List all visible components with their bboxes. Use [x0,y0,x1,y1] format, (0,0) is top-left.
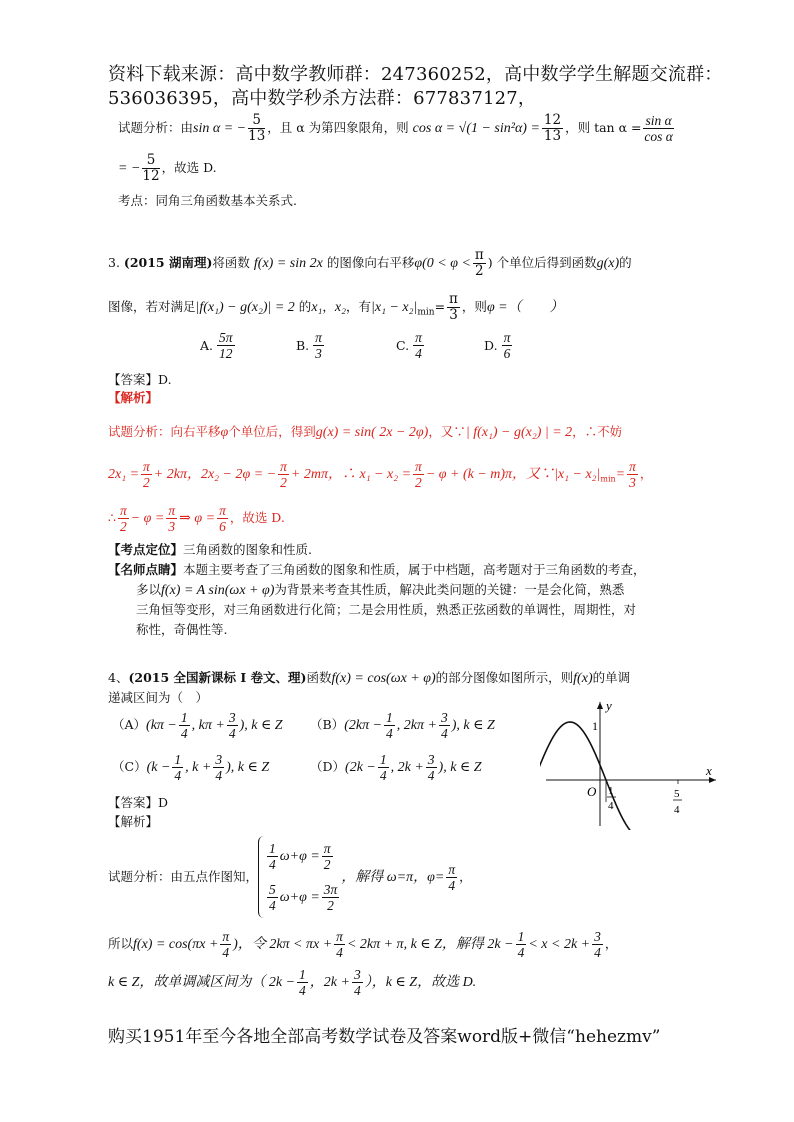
q3-dianjing-2: 多以f(x) = A sin(ωx + φ)为背景来考查其性质，解决此类问题的关键：一是会化简，熟悉 [136,582,625,598]
header-line-2: 536036395，高中数学秒杀方法群：677837127， [108,88,537,109]
q3-option-d[interactable]: D. $\frac{\pi}{6}$ [484,330,511,361]
x-label: x [706,763,712,778]
q3-red-line-3: ∴ $\frac{\pi}{2}$ − φ = $\frac{\pi}{3}$ ⇒ φ = $\frac{\pi}{6}$ ，故选 D. [108,503,285,534]
q2-analysis-line: 试题分析：由sin α = − $\frac{5}{13}$ ，且 α 为第四象限角，则 cos α = √(1 − sin²α) = $\frac{12}{13}$ ，则 tan α = $\frac{\text{sin α}}{\text{cos α}}$ [118,112,673,144]
q3-stem-line-1: 3. (2015 湖南理)将函数 f(x) = sin 2x 的图像向右平移φ(0 < φ < $\frac{\pi}{2}$ ) 个单位后得到函数g(x)的 [108,247,632,279]
q4-stem-line-2: 递减区间为（ ） [108,690,209,705]
footer-ad: 购买1951年至今各地全部高考数学试卷及答案word版+微信“hehezmv” [108,1027,661,1047]
q3-jiexi: 【解析】 [108,390,159,405]
q4-option-a[interactable]: （A）(kπ − $\frac{1}{4}$ , kπ + $\frac{3}{4}$ ), k ∈ Z [112,710,283,741]
q4-stem-line-1: 4、(2015 全国新课标 I 卷文、理)函数f(x) = cos(ωx + φ)的部分图像如图所示，则f(x)的单调 [108,670,631,686]
q2-frac-5: 5 [248,113,265,129]
q4-option-c[interactable]: （C）(k − $\frac{1}{4}$ , k + $\frac{3}{4}$ ), k ∈ Z [112,752,270,783]
one-label: 1 [592,719,598,733]
q2-result-line: = − $\frac{5}{12}$ ，故选 D. [118,152,217,184]
q3-answer: 【答案】D. [108,372,172,387]
q2-frac-13: 13 [248,128,266,144]
y-axis-arrow [597,702,603,709]
y-label: y [606,698,612,713]
q3-dianjing-1: 【名师点睛】本题主要考查了三角函数的图象和性质，属于中档题，高考题对于三角函数的考查， [108,562,646,577]
header-line-1: 资料下载来源：高中数学教师群：247360252，高中数学学生解题交流群： [108,64,723,85]
q4-option-d[interactable]: （D）(2k − $\frac{1}{4}$ , 2k + $\frac{3}{4}$ ), k ∈ Z [310,752,482,783]
q3-dianjing-4: 称性，奇偶性等. [136,622,228,637]
q3-option-c[interactable]: C. $\frac{\pi}{4}$ [396,330,422,361]
t1-den: 4 [608,800,614,812]
t2-den: 4 [674,804,680,816]
q3-dianjing-3: 三角恒等变形，对三角函数进行化简；二是会用性质，熟悉正弦函数的单调性，周期性，对 [136,602,637,617]
q3-option-b[interactable]: B. $\frac{\pi}{3}$ [296,330,322,361]
q4-equation-system: $\frac{1}{4}$ ω+φ = $\frac{\pi}{2}$ $\frac{5}{4}$ ω+φ = $\frac{3\pi}{2}$ [258,836,341,918]
q4-line-3: 所以f(x) = cos(πx + $\frac{\pi}{4}$ )，令 2kπ < πx + $\frac{\pi}{4}$ < 2kπ + π, k ∈ Z，解得 2k − $\frac{1}{4}$ < x < 2k + $\frac{3}{4}$ ， [108,929,618,960]
q4-answer: 【答案】D [108,795,169,810]
cosine-curve [540,722,646,830]
q3-stem-line-2: 图像，若对满足|f(x₁) − g(x₂)| = 2 的x₁，x₂，有$|x_1 - x_2|_{min}=$ $\frac{\pi}{3}$ ，则φ =（ ） [108,291,564,323]
q4-analysis-system: 试题分析：由五点作图知， $\frac{1}{4}$ ω+φ = $\frac{\pi}{2}$ $\frac{5}{4}$ ω+φ = $\frac{3\pi}{2}$ ，解得 ω=π，φ= $\frac{\pi}{4}$ ， [108,836,472,918]
t1-num: 1 [608,785,614,797]
origin-label: O [587,784,597,799]
q4-option-b[interactable]: （B）(2kπ − $\frac{1}{4}$ , 2kπ + $\frac{3}{4}$ ), k ∈ Z [310,710,495,741]
q3-red-line-2: 2x₁ = $\frac{\pi}{2}$ + 2kπ，2x₂ − 2φ = − $\frac{\pi}{2}$ + 2mπ，∴ x₁ − x₂ = $\frac{\pi}{2}$ − φ + (k − m)π，又∵|x₁ − $x_2|_{min}=$ $\frac{\pi}{3}$ ， [108,459,653,490]
q3-red-line-1: 试题分析：向右平移φ个单位后，得到g(x) = sin( 2x − 2φ)，又∵| f(x₁) − g(x₂) | = 2，∴不妨 [108,424,623,440]
q4-line-4: k ∈ Z，故单调减区间为（ 2k − $\frac{1}{4}$ ，2k + $\frac{3}{4}$ ），k ∈ Z，故选 D. [108,967,477,998]
q4-jiexi: 【解析】 [108,814,159,829]
q3-option-a[interactable]: A. $\frac{5\pi}{12}$ [200,330,233,361]
q3-kaodian: 【考点定位】三角函数的图象和性质. [108,542,312,557]
q2-kaodian: 考点：同角三角函数基本关系式. [118,193,297,208]
q4-cosine-graph [540,698,720,830]
t2-num: 5 [674,788,680,800]
